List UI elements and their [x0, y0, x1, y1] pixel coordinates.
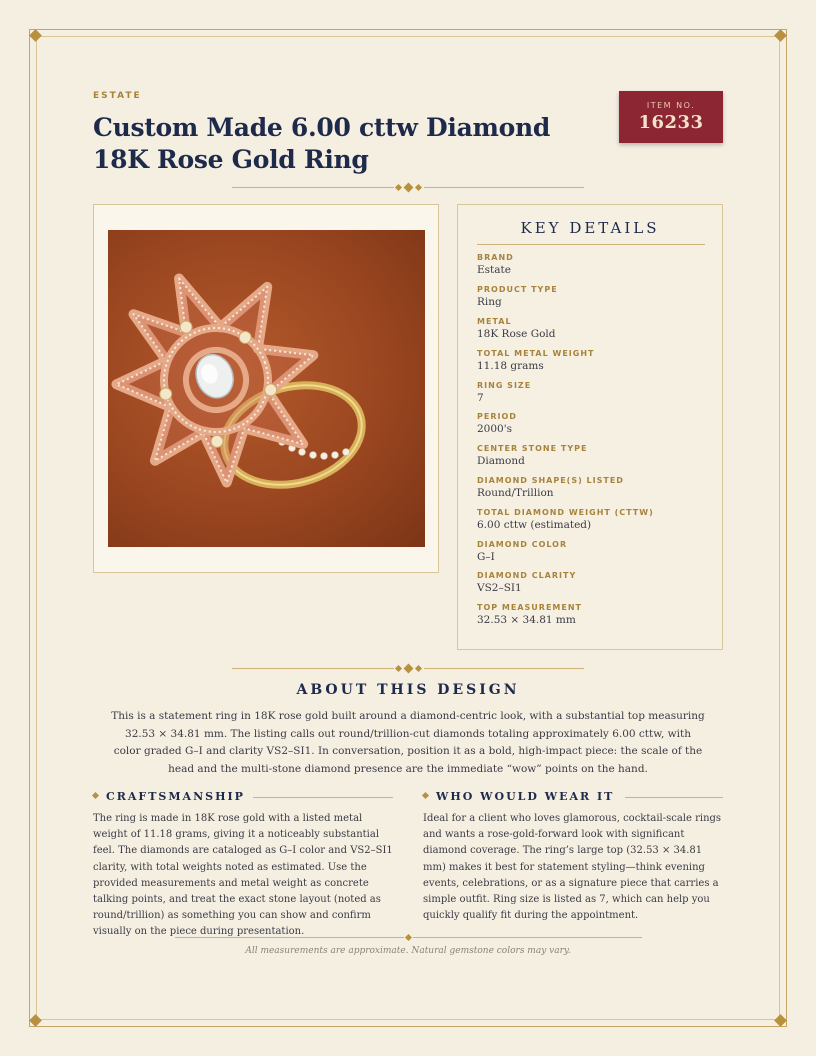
detail-period	[477, 411, 707, 437]
detail-diamond-clarity	[477, 570, 707, 596]
detail-value: 11.18 grams	[477, 360, 544, 372]
item-number-value: 16233	[638, 112, 704, 133]
craftsmanship-text: The ring is made in 18K rose gold with a listed metal weight of 11.18 grams, giving it a noticeably substantial feel. The diamonds are cataloged as G–I color and VS2–SI1 clarity, with total weights noted as estimated. Use the provided measurements and metal weight as concrete talking points, and treat the exact stone layout (noted as round/trillion) as something you can show and confirm visually on the piece during presentation.	[93, 813, 393, 938]
detail-diamond-shape	[477, 475, 707, 501]
detail-metal-weight	[477, 348, 707, 374]
detail-value: 6.00 cttw (estimated)	[477, 519, 592, 531]
section-ornament	[232, 664, 584, 674]
diamond-bullet-icon	[422, 792, 429, 799]
divider	[413, 937, 642, 938]
detail-label: PERIOD	[477, 412, 517, 421]
detail-value: VS2–SI1	[477, 582, 522, 594]
detail-label: CENTER STONE TYPE	[477, 444, 588, 453]
detail-value: Diamond	[477, 455, 525, 467]
detail-label: BRAND	[477, 253, 514, 262]
detail-value: G–I	[477, 551, 495, 563]
detail-diamond-weight	[477, 507, 707, 533]
key-details-card	[457, 204, 723, 650]
key-details-title: KEY DETAILS	[520, 219, 660, 237]
who-heading	[423, 790, 614, 803]
detail-metal	[477, 316, 707, 342]
title-ornament	[232, 183, 584, 193]
detail-label: METAL	[477, 317, 512, 326]
diamond-bullet-icon	[92, 792, 99, 799]
detail-label: DIAMOND CLARITY	[477, 571, 577, 580]
divider	[477, 244, 705, 245]
detail-value: Estate	[477, 264, 511, 276]
detail-ring-size	[477, 380, 707, 406]
detail-top-measurement	[477, 602, 707, 628]
craftsmanship-heading	[93, 790, 245, 803]
detail-label: RING SIZE	[477, 381, 532, 390]
item-number-label: ITEM NO.	[646, 101, 696, 110]
brand-eyebrow: ESTATE	[93, 91, 142, 101]
detail-label: DIAMOND COLOR	[477, 540, 568, 549]
divider	[253, 797, 393, 798]
detail-value: 7	[477, 392, 484, 404]
detail-value: 2000's	[477, 423, 512, 435]
footer-note: All measurements are approximate. Natural gemstone colors may vary.	[245, 946, 571, 956]
page-title: Custom Made 6.00 cttw Diamond 18K Rose Gold Ring	[93, 113, 551, 174]
who-text: Ideal for a client who loves glamorous, cocktail-scale rings and wants a rose-gold-forward look with significant diamond coverage. The ring’s large top (32.53 × 34.81 mm) makes it best for statement styling—think evening events, celebrations, or as a signature piece that carries a simple outfit. Ring size is listed as 7, which can help you quickly qualify fit during the appointment.	[423, 813, 722, 922]
who-heading-text: WHO WOULD WEAR IT	[436, 790, 615, 803]
detail-label: TOTAL DIAMOND WEIGHT (CTTW)	[477, 508, 654, 517]
detail-value: Round/Trillion	[477, 487, 554, 499]
detail-label: DIAMOND SHAPE(S) LISTED	[477, 476, 624, 485]
detail-value: Ring	[477, 296, 502, 308]
detail-label: TOP MEASUREMENT	[477, 603, 582, 612]
detail-product-type	[477, 284, 707, 310]
about-heading: ABOUT THIS DESIGN	[296, 682, 520, 698]
detail-diamond-color	[477, 539, 707, 565]
detail-label: PRODUCT TYPE	[477, 285, 558, 294]
product-photo-card	[93, 204, 439, 573]
detail-value: 18K Rose Gold	[477, 328, 556, 340]
ring-illustration-icon	[108, 230, 425, 547]
detail-brand	[477, 252, 707, 278]
detail-center-stone	[477, 443, 707, 469]
ring-photo	[108, 230, 425, 547]
divider	[175, 937, 404, 938]
detail-value: 32.53 × 34.81 mm	[477, 614, 576, 626]
craftsmanship-heading-text: CRAFTSMANSHIP	[106, 790, 245, 803]
item-number-badge	[619, 91, 723, 143]
divider	[625, 797, 723, 798]
detail-label: TOTAL METAL WEIGHT	[477, 349, 595, 358]
about-text: This is a statement ring in 18K rose gold built around a diamond-centric look, with a substantial top measuring 32.53 × 34.81 mm. The listing calls out round/trillion-cut diamonds totaling approximately 6.00 cttw, with color graded G–I and clarity VS2–SI1. In conversation, position it as a bold, high-impact piece: the scale of the head and the multi-stone diamond presence are the immediate “wow” points on the hand.	[111, 710, 705, 775]
